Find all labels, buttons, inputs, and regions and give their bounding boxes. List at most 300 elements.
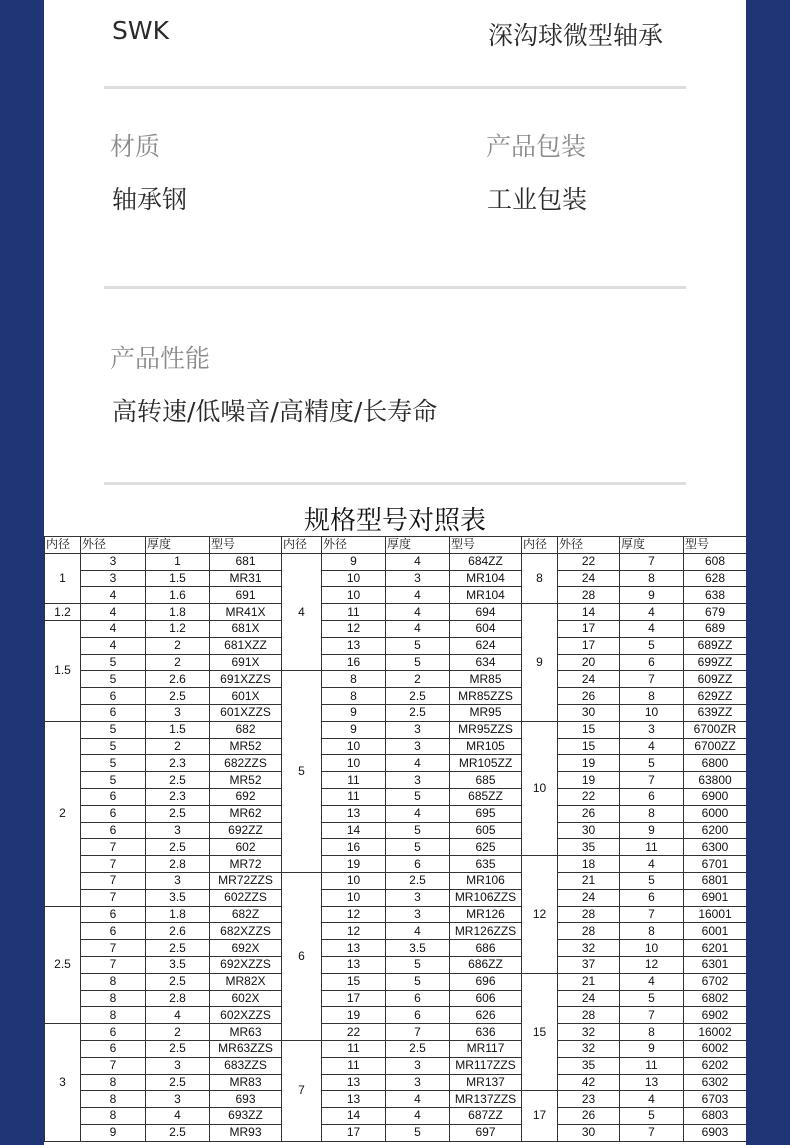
model-cell: 6902 xyxy=(684,1007,747,1024)
header-inner-diameter: 内径 xyxy=(522,537,558,554)
outer-diameter-cell: 16 xyxy=(322,839,386,856)
thickness-cell: 3 xyxy=(146,822,210,839)
model-cell: 686 xyxy=(450,940,522,957)
thickness-cell: 2.6 xyxy=(146,923,210,940)
model-cell: MR95 xyxy=(450,704,522,721)
outer-diameter-cell: 5 xyxy=(81,671,146,688)
outer-diameter-cell: 6 xyxy=(81,704,146,721)
thickness-cell: 5 xyxy=(386,973,450,990)
outer-diameter-cell: 35 xyxy=(558,1057,620,1074)
thickness-cell: 4 xyxy=(146,1108,210,1125)
inner-diameter-cell: 7 xyxy=(282,1040,322,1141)
thickness-cell: 8 xyxy=(620,688,684,705)
model-cell: 604 xyxy=(450,620,522,637)
table-row xyxy=(45,1024,747,1041)
outer-diameter-cell: 6 xyxy=(81,822,146,839)
thickness-cell: 11 xyxy=(620,839,684,856)
outer-diameter-cell: 9 xyxy=(322,553,386,570)
outer-diameter-cell: 6 xyxy=(81,923,146,940)
outer-diameter-cell: 24 xyxy=(558,889,620,906)
thickness-cell: 2.5 xyxy=(146,805,210,822)
thickness-cell: 4 xyxy=(386,805,450,822)
outer-diameter-cell: 7 xyxy=(81,940,146,957)
outer-diameter-cell: 6 xyxy=(81,805,146,822)
model-cell: 602X xyxy=(210,990,282,1007)
inner-diameter-cell: 4 xyxy=(282,553,322,671)
table-row xyxy=(45,738,747,755)
thickness-cell: 7 xyxy=(620,772,684,789)
outer-diameter-cell: 24 xyxy=(558,990,620,1007)
inner-diameter-cell: 3 xyxy=(45,1024,81,1142)
table-row xyxy=(45,1057,747,1074)
thickness-cell: 3 xyxy=(386,1057,450,1074)
model-cell: MR117 xyxy=(450,1040,522,1057)
thickness-cell: 6 xyxy=(386,990,450,1007)
thickness-cell: 7 xyxy=(620,1007,684,1024)
outer-diameter-cell: 37 xyxy=(558,956,620,973)
outer-diameter-cell: 6 xyxy=(81,788,146,805)
table-row xyxy=(45,570,747,587)
model-cell: 6703 xyxy=(684,1091,747,1108)
outer-diameter-cell: 17 xyxy=(558,620,620,637)
outer-diameter-cell: 7 xyxy=(81,839,146,856)
thickness-cell: 2.5 xyxy=(146,772,210,789)
material-label: 材质 xyxy=(110,132,161,161)
outer-diameter-cell: 8 xyxy=(322,671,386,688)
thickness-cell: 2.5 xyxy=(146,1124,210,1141)
outer-diameter-cell: 14 xyxy=(322,822,386,839)
outer-diameter-cell: 4 xyxy=(81,604,146,621)
table-row xyxy=(45,856,747,873)
model-cell: 16002 xyxy=(684,1024,747,1041)
header-inner-diameter: 内径 xyxy=(282,537,322,554)
material-value: 轴承钢 xyxy=(112,185,188,214)
model-cell: 6002 xyxy=(684,1040,747,1057)
table-row xyxy=(45,1007,747,1024)
outer-diameter-cell: 28 xyxy=(558,906,620,923)
model-cell: 681X xyxy=(210,620,282,637)
thickness-cell: 3 xyxy=(386,738,450,755)
model-cell: 681 xyxy=(210,553,282,570)
package-value: 工业包装 xyxy=(487,185,588,214)
table-row xyxy=(45,906,747,923)
model-cell: 638 xyxy=(684,587,747,604)
thickness-cell: 2.8 xyxy=(146,856,210,873)
model-cell: 609ZZ xyxy=(684,671,747,688)
inner-diameter-cell: 17 xyxy=(522,1091,558,1141)
header-thickness: 厚度 xyxy=(620,537,684,554)
model-cell: MR126 xyxy=(450,906,522,923)
table-row xyxy=(45,721,747,738)
thickness-cell: 2.3 xyxy=(146,788,210,805)
outer-diameter-cell: 8 xyxy=(81,1074,146,1091)
thickness-cell: 10 xyxy=(620,704,684,721)
inner-diameter-cell: 9 xyxy=(522,604,558,722)
thickness-cell: 3 xyxy=(146,1057,210,1074)
model-cell: 626 xyxy=(450,1007,522,1024)
model-cell: MR52 xyxy=(210,738,282,755)
model-cell: 639ZZ xyxy=(684,704,747,721)
outer-diameter-cell: 19 xyxy=(558,755,620,772)
thickness-cell: 4 xyxy=(386,553,450,570)
performance-value: 高转速/低噪音/高精度/长寿命 xyxy=(112,397,438,426)
model-cell: MR82X xyxy=(210,973,282,990)
model-cell: MR126ZZS xyxy=(450,923,522,940)
thickness-cell: 4 xyxy=(386,604,450,621)
outer-diameter-cell: 9 xyxy=(322,704,386,721)
model-cell: MR52 xyxy=(210,772,282,789)
model-cell: 683ZZS xyxy=(210,1057,282,1074)
model-cell: 6802 xyxy=(684,990,747,1007)
outer-diameter-cell: 30 xyxy=(558,1124,620,1141)
model-cell: 6700ZR xyxy=(684,721,747,738)
table-row xyxy=(45,654,747,671)
model-cell: 687ZZ xyxy=(450,1108,522,1125)
table-row xyxy=(45,671,747,688)
thickness-cell: 2.5 xyxy=(146,973,210,990)
model-cell: MR85 xyxy=(450,671,522,688)
header-inner-diameter: 内径 xyxy=(45,537,81,554)
outer-diameter-cell: 28 xyxy=(558,923,620,940)
model-cell: MR105ZZ xyxy=(450,755,522,772)
thickness-cell: 7 xyxy=(620,671,684,688)
thickness-cell: 2.5 xyxy=(146,1074,210,1091)
model-cell: MR63ZZS xyxy=(210,1040,282,1057)
spec-table xyxy=(44,536,746,1142)
model-cell: MR62 xyxy=(210,805,282,822)
outer-diameter-cell: 19 xyxy=(558,772,620,789)
thickness-cell: 4 xyxy=(620,604,684,621)
outer-diameter-cell: 5 xyxy=(81,738,146,755)
thickness-cell: 2 xyxy=(386,671,450,688)
thickness-cell: 3 xyxy=(146,1091,210,1108)
outer-diameter-cell: 35 xyxy=(558,839,620,856)
outer-diameter-cell: 19 xyxy=(322,856,386,873)
model-cell: 693ZZ xyxy=(210,1108,282,1125)
outer-diameter-cell: 13 xyxy=(322,956,386,973)
model-cell: 686ZZ xyxy=(450,956,522,973)
thickness-cell: 3 xyxy=(386,1074,450,1091)
model-cell: 602 xyxy=(210,839,282,856)
thickness-cell: 2 xyxy=(146,637,210,654)
thickness-cell: 5 xyxy=(386,637,450,654)
table-row xyxy=(45,973,747,990)
model-cell: 6800 xyxy=(684,755,747,772)
thickness-cell: 4 xyxy=(620,738,684,755)
outer-diameter-cell: 42 xyxy=(558,1074,620,1091)
thickness-cell: 2.5 xyxy=(146,688,210,705)
model-cell: 689 xyxy=(684,620,747,637)
outer-diameter-cell: 13 xyxy=(322,940,386,957)
outer-diameter-cell: 22 xyxy=(558,788,620,805)
thickness-cell: 5 xyxy=(620,637,684,654)
type-value: 深沟球微型轴承 xyxy=(488,21,664,50)
thickness-cell: 4 xyxy=(620,973,684,990)
inner-diameter-cell: 1 xyxy=(45,553,81,603)
thickness-cell: 7 xyxy=(620,906,684,923)
package-label: 产品包装 xyxy=(486,132,587,161)
outer-diameter-cell: 11 xyxy=(322,772,386,789)
outer-diameter-cell: 15 xyxy=(558,721,620,738)
inner-diameter-cell: 12 xyxy=(522,856,558,974)
outer-diameter-cell: 30 xyxy=(558,822,620,839)
thickness-cell: 2 xyxy=(146,1024,210,1041)
thickness-cell: 2.5 xyxy=(386,1040,450,1057)
model-cell: 681XZZ xyxy=(210,637,282,654)
thickness-cell: 1.2 xyxy=(146,620,210,637)
thickness-cell: 6 xyxy=(620,889,684,906)
outer-diameter-cell: 17 xyxy=(558,637,620,654)
model-cell: 16001 xyxy=(684,906,747,923)
inner-diameter-cell: 5 xyxy=(282,671,322,873)
outer-diameter-cell: 7 xyxy=(81,872,146,889)
outer-diameter-cell: 22 xyxy=(558,553,620,570)
outer-diameter-cell: 3 xyxy=(81,553,146,570)
model-cell: 634 xyxy=(450,654,522,671)
model-cell: MR105 xyxy=(450,738,522,755)
spec-header-row xyxy=(45,537,747,554)
table-row xyxy=(45,788,747,805)
model-cell: 691 xyxy=(210,587,282,604)
model-cell: 6900 xyxy=(684,788,747,805)
outer-diameter-cell: 32 xyxy=(558,940,620,957)
outer-diameter-cell: 9 xyxy=(322,721,386,738)
thickness-cell: 3 xyxy=(386,906,450,923)
thickness-cell: 2.8 xyxy=(146,990,210,1007)
outer-diameter-cell: 3 xyxy=(81,570,146,587)
model-cell: 682 xyxy=(210,721,282,738)
table-row xyxy=(45,637,747,654)
thickness-cell: 2 xyxy=(146,738,210,755)
outer-diameter-cell: 13 xyxy=(322,805,386,822)
inner-diameter-cell: 2 xyxy=(45,721,81,906)
divider xyxy=(104,86,686,89)
outer-diameter-cell: 5 xyxy=(81,755,146,772)
model-cell: MR137 xyxy=(450,1074,522,1091)
thickness-cell: 10 xyxy=(620,940,684,957)
model-cell: 63800 xyxy=(684,772,747,789)
thickness-cell: 3 xyxy=(386,772,450,789)
model-cell: MR72 xyxy=(210,856,282,873)
model-cell: MR104 xyxy=(450,587,522,604)
outer-diameter-cell: 9 xyxy=(81,1124,146,1141)
outer-diameter-cell: 5 xyxy=(81,721,146,738)
thickness-cell: 4 xyxy=(386,755,450,772)
table-row xyxy=(45,1074,747,1091)
thickness-cell: 2.5 xyxy=(386,688,450,705)
divider xyxy=(104,482,686,485)
thickness-cell: 9 xyxy=(620,822,684,839)
model-cell: 636 xyxy=(450,1024,522,1041)
model-cell: 685ZZ xyxy=(450,788,522,805)
thickness-cell: 5 xyxy=(620,1108,684,1125)
thickness-cell: 3.5 xyxy=(146,956,210,973)
thickness-cell: 1.8 xyxy=(146,906,210,923)
thickness-cell: 8 xyxy=(620,805,684,822)
thickness-cell: 5 xyxy=(386,788,450,805)
model-cell: 6200 xyxy=(684,822,747,839)
outer-diameter-cell: 32 xyxy=(558,1024,620,1041)
table-row xyxy=(45,923,747,940)
outer-diameter-cell: 15 xyxy=(322,973,386,990)
model-cell: MR137ZZS xyxy=(450,1091,522,1108)
model-cell: 635 xyxy=(450,856,522,873)
model-cell: 606 xyxy=(450,990,522,1007)
outer-diameter-cell: 28 xyxy=(558,587,620,604)
brand-value: SWK xyxy=(112,16,169,45)
model-cell: MR83 xyxy=(210,1074,282,1091)
model-cell: 6701 xyxy=(684,856,747,873)
outer-diameter-cell: 10 xyxy=(322,755,386,772)
outer-diameter-cell: 13 xyxy=(322,1091,386,1108)
outer-diameter-cell: 10 xyxy=(322,872,386,889)
thickness-cell: 4 xyxy=(386,923,450,940)
model-cell: 685 xyxy=(450,772,522,789)
outer-diameter-cell: 11 xyxy=(322,788,386,805)
thickness-cell: 1.5 xyxy=(146,721,210,738)
thickness-cell: 5 xyxy=(386,822,450,839)
model-cell: 6302 xyxy=(684,1074,747,1091)
thickness-cell: 2.5 xyxy=(386,704,450,721)
thickness-cell: 2.3 xyxy=(146,755,210,772)
model-cell: 625 xyxy=(450,839,522,856)
model-cell: 629ZZ xyxy=(684,688,747,705)
outer-diameter-cell: 23 xyxy=(558,1091,620,1108)
thickness-cell: 8 xyxy=(620,570,684,587)
thickness-cell: 5 xyxy=(620,872,684,889)
thickness-cell: 7 xyxy=(620,553,684,570)
thickness-cell: 4 xyxy=(386,620,450,637)
thickness-cell: 3 xyxy=(146,872,210,889)
outer-diameter-cell: 8 xyxy=(81,1108,146,1125)
thickness-cell: 1 xyxy=(146,553,210,570)
inner-diameter-cell: 15 xyxy=(522,973,558,1091)
thickness-cell: 6 xyxy=(620,788,684,805)
header-thickness: 厚度 xyxy=(386,537,450,554)
outer-diameter-cell: 26 xyxy=(558,805,620,822)
thickness-cell: 13 xyxy=(620,1074,684,1091)
thickness-cell: 5 xyxy=(386,956,450,973)
header-model: 型号 xyxy=(450,537,522,554)
inner-diameter-cell: 10 xyxy=(522,721,558,855)
outer-diameter-cell: 17 xyxy=(322,990,386,1007)
table-row xyxy=(45,620,747,637)
outer-diameter-cell: 14 xyxy=(322,1108,386,1125)
outer-diameter-cell: 26 xyxy=(558,1108,620,1125)
model-cell: 696 xyxy=(450,973,522,990)
outer-diameter-cell: 26 xyxy=(558,688,620,705)
outer-diameter-cell: 6 xyxy=(81,906,146,923)
thickness-cell: 3 xyxy=(146,704,210,721)
model-cell: MR106 xyxy=(450,872,522,889)
spec-table-body xyxy=(45,553,747,1141)
table-row xyxy=(45,1091,747,1108)
thickness-cell: 2.5 xyxy=(146,940,210,957)
model-cell: 602ZZS xyxy=(210,889,282,906)
inner-diameter-cell: 6 xyxy=(282,872,322,1040)
model-cell: 602XZZS xyxy=(210,1007,282,1024)
model-cell: 628 xyxy=(684,570,747,587)
model-cell: 6000 xyxy=(684,805,747,822)
thickness-cell: 3.5 xyxy=(146,889,210,906)
inner-diameter-cell: 1.5 xyxy=(45,620,81,721)
model-cell: 601XZZS xyxy=(210,704,282,721)
outer-diameter-cell: 14 xyxy=(558,604,620,621)
outer-diameter-cell: 11 xyxy=(322,1040,386,1057)
thickness-cell: 3 xyxy=(386,721,450,738)
model-cell: 679 xyxy=(684,604,747,621)
thickness-cell: 5 xyxy=(620,755,684,772)
thickness-cell: 1.6 xyxy=(146,587,210,604)
outer-diameter-cell: 6 xyxy=(81,1024,146,1041)
outer-diameter-cell: 8 xyxy=(322,688,386,705)
header-outer-diameter: 外径 xyxy=(322,537,386,554)
table-row xyxy=(45,553,747,570)
outer-diameter-cell: 10 xyxy=(322,889,386,906)
model-cell: MR31 xyxy=(210,570,282,587)
model-cell: MR72ZZS xyxy=(210,872,282,889)
model-cell: MR117ZZS xyxy=(450,1057,522,1074)
thickness-cell: 5 xyxy=(386,1124,450,1141)
model-cell: 682ZZS xyxy=(210,755,282,772)
outer-diameter-cell: 30 xyxy=(558,704,620,721)
table-row xyxy=(45,822,747,839)
model-cell: MR95ZZS xyxy=(450,721,522,738)
outer-diameter-cell: 7 xyxy=(81,856,146,873)
header-model: 型号 xyxy=(684,537,747,554)
thickness-cell: 7 xyxy=(386,1024,450,1041)
thickness-cell: 4 xyxy=(620,856,684,873)
inner-diameter-cell: 1.2 xyxy=(45,604,81,621)
table-row xyxy=(45,872,747,889)
outer-diameter-cell: 8 xyxy=(81,990,146,1007)
header-outer-diameter: 外径 xyxy=(81,537,146,554)
inner-diameter-cell: 8 xyxy=(522,553,558,603)
outer-diameter-cell: 16 xyxy=(322,654,386,671)
spec-table-title: 规格型号对照表 xyxy=(303,506,486,536)
model-cell: 6202 xyxy=(684,1057,747,1074)
model-cell: MR106ZZS xyxy=(450,889,522,906)
outer-diameter-cell: 28 xyxy=(558,1007,620,1024)
model-cell: 693 xyxy=(210,1091,282,1108)
model-cell: 605 xyxy=(450,822,522,839)
model-cell: 624 xyxy=(450,637,522,654)
header-outer-diameter: 外径 xyxy=(558,537,620,554)
outer-diameter-cell: 4 xyxy=(81,637,146,654)
thickness-cell: 3 xyxy=(386,570,450,587)
outer-diameter-cell: 5 xyxy=(81,654,146,671)
outer-diameter-cell: 24 xyxy=(558,570,620,587)
model-cell: MR85ZZS xyxy=(450,688,522,705)
model-cell: 601X xyxy=(210,688,282,705)
thickness-cell: 4 xyxy=(386,1108,450,1125)
thickness-cell: 8 xyxy=(620,1024,684,1041)
outer-diameter-cell: 10 xyxy=(322,587,386,604)
model-cell: 682XZZS xyxy=(210,923,282,940)
outer-diameter-cell: 11 xyxy=(322,604,386,621)
thickness-cell: 6 xyxy=(386,856,450,873)
model-cell: 6700ZZ xyxy=(684,738,747,755)
outer-diameter-cell: 32 xyxy=(558,1040,620,1057)
model-cell: 695 xyxy=(450,805,522,822)
thickness-cell: 2.5 xyxy=(386,872,450,889)
model-cell: 6702 xyxy=(684,973,747,990)
outer-diameter-cell: 15 xyxy=(558,738,620,755)
thickness-cell: 6 xyxy=(386,1007,450,1024)
header-model: 型号 xyxy=(210,537,282,554)
outer-diameter-cell: 4 xyxy=(81,587,146,604)
model-cell: 692 xyxy=(210,788,282,805)
